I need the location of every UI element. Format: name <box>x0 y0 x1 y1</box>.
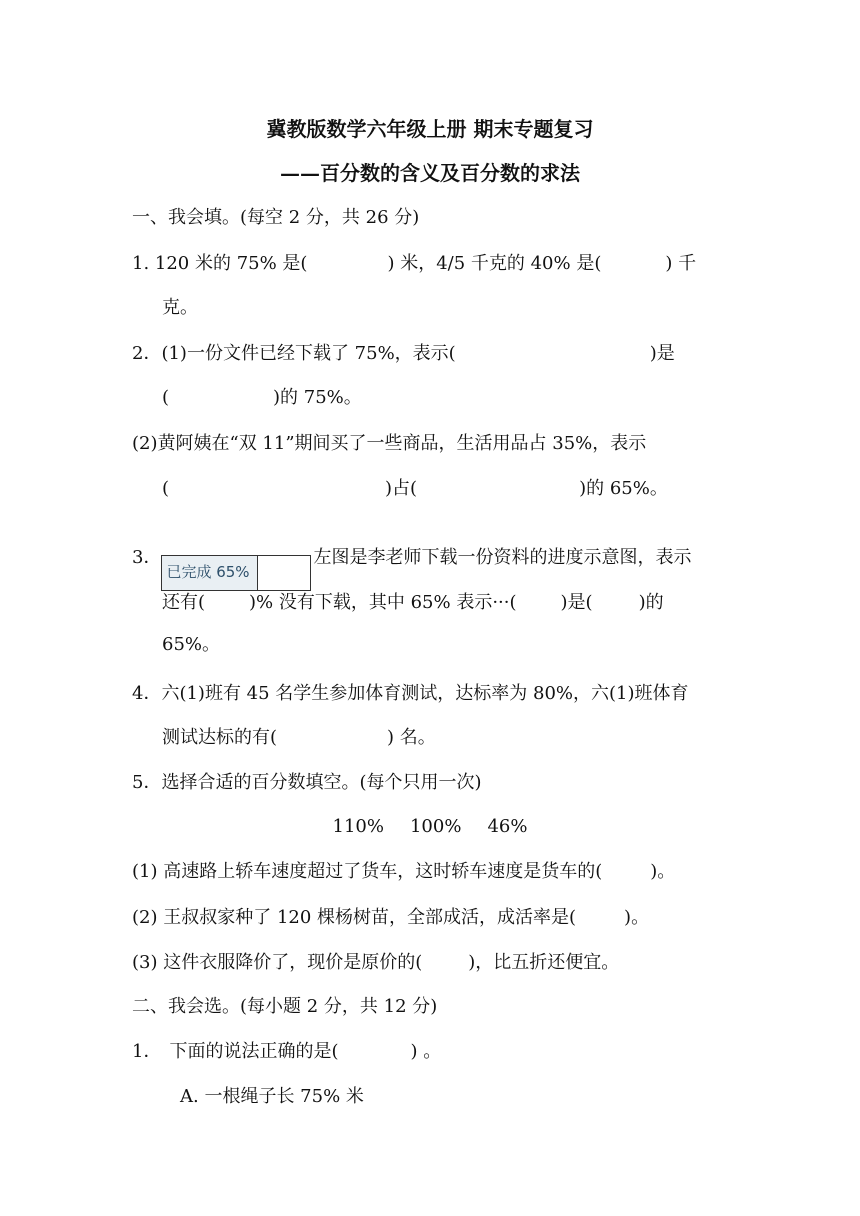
s2-q1-end: ) 。 <box>410 1041 442 1062</box>
q4-line1: 4．六(1)班有 45 名学生参加体育测试，达标率为 80%，六(1)班体育 <box>132 683 689 704</box>
s2-q1 <box>132 1041 728 1063</box>
s2-q1-number: 1． <box>132 1041 162 1062</box>
q3-text-2c: )是( <box>560 592 593 613</box>
q3-number: 3． <box>132 547 162 568</box>
section1-heading: 一、我会填。(每空 2 分，共 26 分) <box>132 207 420 228</box>
q1-line1 <box>132 253 728 275</box>
q5-sub3-end: )，比五折还便宜。 <box>468 952 620 973</box>
q5-sub1 <box>132 861 742 883</box>
q2-line2 <box>162 387 758 409</box>
s2-q1-option-a[interactable]: A. 一根绳子长 75% 米 <box>180 1086 364 1107</box>
q3-line3: 65%。 <box>162 634 221 655</box>
q4-text-2a: 测试达标的有( <box>162 727 278 748</box>
q3-line1 <box>132 547 728 591</box>
q2-part2-line2 <box>162 478 758 500</box>
q2-line1 <box>132 343 728 365</box>
q2-part2-line1: (2)黄阿姨在“双 11”期间买了一些商品，生活用品占 35%，表示 <box>132 433 647 454</box>
q3-text-2a: 还有( <box>162 592 206 613</box>
progress-remaining-segment <box>258 556 310 590</box>
q5-sub1-end: )。 <box>650 861 676 882</box>
q5-sub2 <box>132 907 728 929</box>
q1-line2: 克。 <box>162 297 198 318</box>
q5-sub3 <box>132 952 728 974</box>
q2-text-p2c: )的 65%。 <box>579 478 668 499</box>
q5-sub3-text: (3) 这件衣服降价了，现价是原价的( <box>132 952 423 973</box>
q1-text-a: 1. 120 米的 75% 是( <box>132 253 308 274</box>
q2-text-1a: 2．(1)一份文件已经下载了 75%，表示( <box>132 343 456 364</box>
q3-line2 <box>162 592 758 614</box>
q5-option-3: 46% <box>487 816 528 837</box>
q5-option-2: 100% <box>409 816 462 837</box>
page-title: 冀教版数学六年级上册 期末专题复习 <box>266 117 594 141</box>
q2-text-p2b: )占( <box>385 478 418 499</box>
q1-text-b: ) 米，4/5 千克的 40% 是( <box>387 253 602 274</box>
q2-text-1b: )是 <box>649 343 675 364</box>
q2-text-2b: )的 75%。 <box>273 387 362 408</box>
q2-text-2a: ( <box>162 387 170 408</box>
q2-text-p2a: ( <box>162 478 170 499</box>
q4-line2 <box>162 727 758 749</box>
section2-heading: 二、我会选。(每小题 2 分，共 12 分) <box>132 996 438 1017</box>
q5-sub2-end: )。 <box>624 907 650 928</box>
page-subtitle: ——百分数的含义及百分数的求法 <box>280 161 580 185</box>
q5-sub1-text: (1) 高速路上轿车速度超过了货车，这时轿车速度是货车的( <box>132 861 603 882</box>
q3-text-2b: )% 没有下载，其中 65% 表示···( <box>249 592 517 613</box>
q5-sub2-text: (2) 王叔叔家种了 120 棵杨树苗，全部成活，成活率是( <box>132 907 577 928</box>
q5-options <box>0 816 860 838</box>
download-progress-bar <box>161 555 311 591</box>
q5-option-1: 110% <box>332 816 384 837</box>
q1-text-c: ) 千 <box>665 253 697 274</box>
q5-heading: 5．选择合适的百分数填空。(每个只用一次) <box>132 772 482 793</box>
q3-text-1: 左图是李老师下载一份资料的进度示意图，表示 <box>313 547 692 568</box>
q4-text-2b: ) 名。 <box>387 727 436 748</box>
progress-completed-segment: 已完成 65% <box>162 556 258 590</box>
q3-text-2d: )的 <box>638 592 664 613</box>
s2-q1-text: 下面的说法正确的是( <box>169 1041 339 1062</box>
